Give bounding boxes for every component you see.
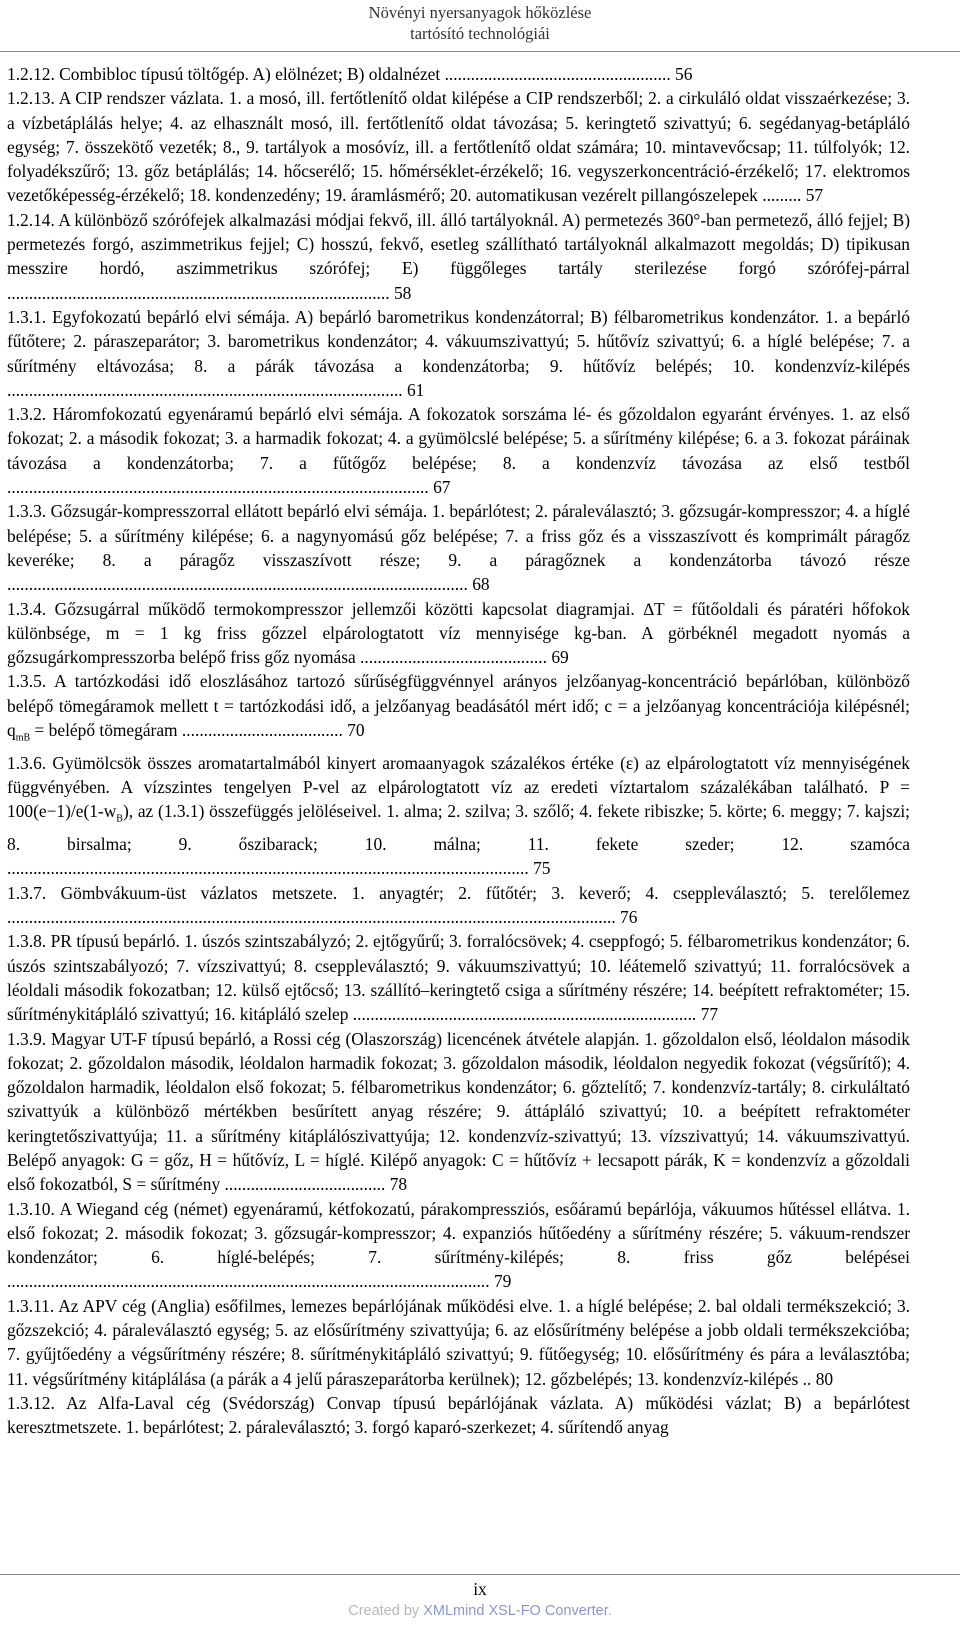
entry-text: 1.2.12. Combibloc típusú töltőgép. A) elölnézet; B) oldalnézet .................................................... — [7, 64, 676, 84]
entry-subscript: mB — [15, 732, 31, 744]
entry-text: 1.3.7. Gömbvákuum-üst vázlatos metszete. 1. anyagtér; 2. fűtőtér; 3. keverő; 4. cseppleválasztó; 5. terelőlemez ............................................................................................................................................ — [7, 882, 910, 928]
entry-page-number[interactable]: 67 — [433, 477, 451, 498]
entry-page-number[interactable]: 75 — [533, 858, 551, 879]
header-title-line1: Növényi nyersanyagok hőközlése — [368, 3, 592, 22]
credit-suffix: . — [607, 1603, 612, 1619]
toc-entry[interactable] — [7, 881, 910, 930]
credit-brand-link[interactable]: XMLmind XSL-FO Converter — [423, 1603, 608, 1619]
entry-subscript: B — [116, 813, 123, 825]
entry-page-number[interactable]: 68 — [472, 574, 490, 595]
entry-text: 1.3.9. Magyar UT-F típusú bepárló, a Rossi cég (Olaszország) licencének átvétele alapján. 1. gőzoldalon első, léoldalon második fokozat; 2. gőzoldalon második, léoldalon harmadik fokozat; 3. gőzoldalon második, léoldalon negyedik fokozat (végsűrítő); 4. gőzoldalon harmadik, léoldalon első fokozat; 5. félbarometrikus kondenzátor; 6. gőztelítő; 7. kondenzvíz-tartály; 8. cirkuláltató szivattyúk a különböző mértékben besűrített anyag részére; 9. áttápláló szivattyú; 10. a beépített refraktométer keringtetőszivattyúja; 11. a sűrítmény kitáplálószivattyúja; 12. kondenzvíz-szivattyú; 13. vízszivattyú; 14. vákuumszivattyú. Belépő anyagok: G = gőz, H = hűtővíz, L = híglé. Kilépő anyagok: C = hűtővíz + lecsapott párák, K = kondenzvíz a gőzoldali első fokozatból, S = sűrítmény ..................................... — [7, 1028, 910, 1195]
toc-entry[interactable] — [7, 1391, 910, 1440]
entry-page-number[interactable]: 76 — [620, 907, 638, 928]
footer-divider — [0, 1574, 960, 1575]
list-of-figures — [7, 62, 910, 1440]
entry-text-continued: = belépő tömegáram ..................................... — [30, 720, 348, 741]
entry-page-number[interactable]: 77 — [700, 1004, 719, 1025]
header-title-line2: tartósító technológiái — [410, 24, 550, 43]
entry-text: 1.3.1. Egyfokozatú bepárló elvi sémája. A) bepárló barometrikus kondenzátorral; B) félbarometrikus kondenzátor. 1. a bepárló fűtőtere; 2. páraszeparátor; 3. barometrikus kondenzátor; 4. vákuumszivattyú; 5. hűtővíz szivattyú; 6. a híglé belépése; 7. a sűrítmény eltávozása; 8. a párák távozása a kondenzátorba; 9. hűtővíz belépés; 10. kondenzvíz-kilépés ........................................................................................... — [7, 306, 910, 400]
entry-text: 1.3.10. A Wiegand cég (német) egyenáramú, kétfokozatú, párakompressziós, esőáramú bepárlója, vákuumos hűtéssel ellátva. 1. első fokozat; 2. második fokozat; 3. gőzsugár-kompresszor; 4. expanziós hűtőedény a sűrítmény részére; 5. vákuum-rendszer kondenzátor; 6. híglé-belépés; 7. sűrítmény-kilépés; 8. friss gőz belépései ............................................................................................................... — [7, 1198, 910, 1292]
entry-page-number[interactable]: 56 — [675, 64, 693, 84]
entry-page-number[interactable]: 61 — [406, 379, 425, 400]
toc-entry[interactable] — [7, 1294, 910, 1391]
toc-entry[interactable] — [7, 208, 910, 305]
entry-text: 1.3.3. Gőzsugár-kompresszorral ellátott bepárló elvi sémája. 1. bepárlótest; 2. páraleválasztó; 3. gőzsugár-kompresszor; 4. a híglé belépése; 5. a sűrítmény kilépése; 6. a nagynyomású gőz belépése; 7. a friss gőz és a visszaszívott és komprimált páragőz keveréke; 8. a páragőz visszaszívott része; 9. a páragőznek a kondenzátorba távozó része .......................................................................................................... — [7, 501, 910, 595]
entry-text: 1.3.8. PR típusú bepárló. 1. úszós szintszabályzó; 2. ejtőgyűrű; 3. forralócsövek; 4. cseppfogó; 5. félbarometrikus kondenzátor; 6. úszós szintszabályozó; 7. vízszivattyú; 8. cseppleválasztó; 9. vákuumszivattyú; 10. léátemelő szivattyú; 11. forralócsövek a léoldali második fokozatban; 12. külső ejtőcső; 13. szállító–keringtető csiga a sűrítmény részére; 14. beépített refraktométer; 15. sűrítménykitápláló szivattyú; 16. kitápláló szelep ............................................................................... — [7, 931, 910, 1025]
page-header — [0, 0, 960, 44]
entry-text: 1.3.4. Gőzsugárral működő termokompresszor jellemzői közötti kapcsolat diagramjai. ∆T = fűtőoldali és páratéri hőfokok különbsége, m = 1 kg friss gőzzel elpárologtatott víz mennyisége kg-ban. A görbéknél megadott nyomás a gőzsugárkompresszorba belépő friss gőz nyomása ........................................... — [7, 598, 910, 668]
toc-entry[interactable] — [7, 1027, 910, 1197]
entry-text: 1.3.2. Háromfokozatú egyenáramú bepárló elvi sémája. A fokozatok sorszáma lé- és gőzoldalon egyaránt érvényes. 1. az első fokozat; 2. a második fokozat; 3. a harmadik fokozat; 4. a gyümölcslé belépése; 5. a sűrítmény kilépése; 6. a 3. fokozat páráinak távozása a kondenzátorba; 7. a fűtőgőz belépése; 8. a kondenzvíz távozása az első testből ................................................................................................. — [7, 404, 910, 498]
toc-entry[interactable] — [7, 86, 910, 207]
entry-page-number[interactable]: 70 — [347, 720, 365, 741]
toc-entry[interactable] — [7, 751, 910, 881]
entry-text: 1.3.12. Az Alfa-Laval cég (Svédország) Convap típusú bepárlójának vázlata. A) működési vázlat; B) a bepárlótest keresztmetszete. 1. bepárlótest; 2. páraleválasztó; 3. forgó kaparó-szerkezet; 4. sűrítendő anyag — [7, 1392, 910, 1438]
toc-entry[interactable] — [7, 597, 910, 670]
page-number: ix — [473, 1579, 487, 1599]
entry-page-number[interactable]: 79 — [493, 1271, 512, 1292]
toc-entry[interactable] — [7, 305, 910, 402]
header-divider — [0, 51, 960, 52]
entry-page-number[interactable]: 57 — [805, 185, 824, 206]
entry-text: 1.3.11. Az APV cég (Anglia) esőfilmes, lemezes bepárlójának működési elve. 1. a híglé belépése; 2. bal oldali termékszekció; 3. gőzszekció; 4. páraleválasztó egység; 5. az elősűrítmény szivattyúja; 6. az elősűrítmény belépése a jobb oldali termékszekcióba; 7. gyűjtőedény a végsűrítmény részére; 8. sűrítménykitápláló szivattyú; 9. fűtőegység; 10. elősűrítmény és pára a leválasztóba; 11. végsűrítmény kitáplálása (a párák a 4 jelű páraszeparátorba kerülnek); 12. gőzbelépés; 13. kondenzvíz-kilépés .. — [7, 1295, 910, 1389]
toc-entry[interactable] — [7, 499, 910, 596]
toc-entry[interactable] — [7, 402, 910, 499]
entry-text-continued: ), az (1.3.1) összefüggés jelöléseivel. 1. alma; 2. szilva; 3. szőlő; 4. fekete ribiszke; 5. körte; 6. meggy; 7. kajszi; 8. birsalma; 9. őszibarack; 10. málna; 11. fekete szeder; 12. szamóca ........................................................................................................................ — [7, 801, 910, 879]
entry-page-number[interactable]: 80 — [815, 1368, 834, 1389]
entry-page-number[interactable]: 58 — [393, 282, 412, 303]
credit-prefix: Created by — [348, 1603, 424, 1619]
toc-entry[interactable] — [7, 62, 910, 86]
entry-text: 1.3.6. Gyümölcsök összes aromatartalmából kinyert aromaanyagok százalékos értéke (ε) az elpárologtatott víz mennyiségének függvényében. A vízszintes tengelyen P-vel az elpárologtatott víz az eredeti víztartalom százalékában található. P = 100(e−1)/e(1-w — [7, 752, 910, 822]
entry-page-number[interactable]: 78 — [389, 1174, 408, 1195]
entry-text: 1.2.14. A különböző szórófejek alkalmazási módjai fekvő, ill. álló tartályoknál. A) permetezés 360°-ban permetező, álló fejjel; B) permetezés forgó, aszimmetrikus fejjel; C) hosszú, fekvő, esetleg szállítható tartályoknál alkalmazott megoldás; D) tipikusan messzire hordó, aszimmetrikus szórófej; E) függőleges tartály sterilezése forgó szórófej-párral ........................................................................................ — [7, 209, 910, 303]
toc-entry[interactable] — [7, 669, 910, 750]
toc-entry[interactable] — [7, 1197, 910, 1294]
converter-credit — [0, 1601, 960, 1621]
toc-entry[interactable] — [7, 929, 910, 1026]
entry-text: 1.3.5. A tartózkodási idő eloszlásához tartozó sűrűségfüggvénnyel arányos jelzőanyag-koncentráció bepárlóban, különböző belépő tömegáramok mellett t = tartózkodási idő, a jelzőanyag beadásától mért idő; c = a jelzőanyag koncentrációja kilépésnél; q — [7, 671, 910, 741]
entry-text: 1.2.13. A CIP rendszer vázlata. 1. a mosó, ill. fertőtlenítő oldat kilépése a CIP rendszerből; 2. a cirkuláló oldat visszaérkezése; 3. a vízbetáplálás helye; 4. az elhasznált mosó, ill. fertőtlenítő oldat távozása; 5. keringtető szivattyú; 6. segédanyag-betápláló egység; 7. összekötő vezeték; 8., 9. tartályok a mosóvíz, ill. a fertőtlenítő oldat számára; 10. mintavevőcsap; 11. túlfolyók; 12. folyadékszűrő; 13. gőz betáplálás; 14. hőcserélő; 15. hőmérséklet-érzékelő; 16. vegyszerkoncentráció-érzékelő; 17. elektromos vezetőképesség-érzékelő; 18. kondenzedény; 19. áramlásmérő; 20. automatikusan vezérelt pillangószelepek ......... — [7, 88, 910, 206]
entry-page-number[interactable]: 69 — [551, 647, 569, 668]
